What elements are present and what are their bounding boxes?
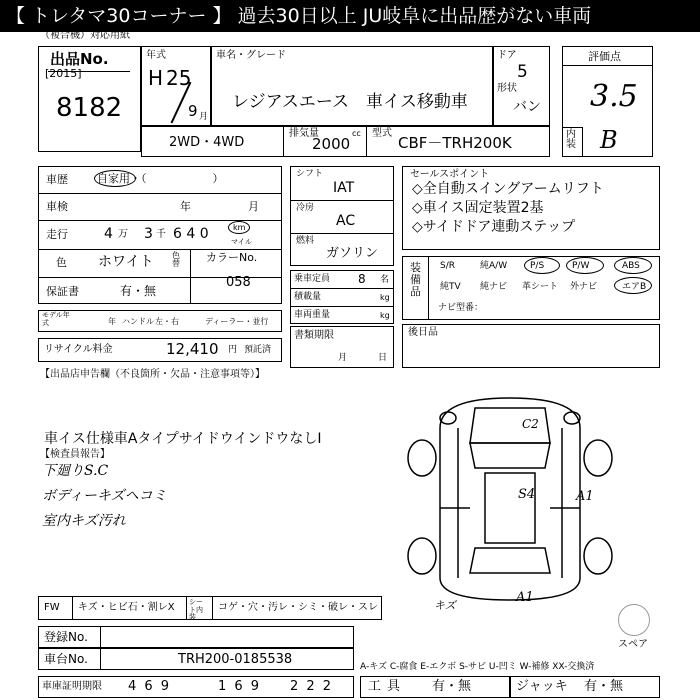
equip-navi: 純ナビ (480, 282, 508, 292)
car-name: レジアスエース 車イス移動車 (232, 92, 468, 112)
equip-ps: P/S (530, 261, 545, 271)
wheel-rear-left (408, 538, 436, 574)
year-value: 25 (166, 66, 192, 90)
chassis-label: 車台No. (44, 652, 88, 666)
wheel-rear-right (584, 538, 612, 574)
car-windshield (470, 443, 550, 468)
dealer-label: ディーラー・並行 (205, 317, 269, 326)
shape-value: バン (513, 99, 541, 115)
equip-abs: ABS (622, 261, 640, 271)
recycle-value: 12,410 (166, 340, 219, 358)
seat-label: シート内装 (189, 598, 203, 622)
fuel-label: 燃料 (296, 236, 315, 246)
cert-date-2: 1 6 9 (218, 679, 262, 694)
equip-tv: 純TV (440, 282, 461, 292)
cert-date-3: 2 2 2 (290, 679, 334, 694)
weight-unit: kg (380, 311, 390, 320)
cert-date-1: 4 6 9 (128, 679, 172, 694)
mileage-label: 走行 (46, 228, 68, 241)
inspection-year: 年 (180, 200, 191, 213)
year-era: H (148, 66, 164, 90)
color-label: 色 (56, 256, 67, 269)
warranty-value: 有・無 (120, 284, 157, 298)
sales-item-3: ◇サイドドア連動ステップ (412, 219, 576, 235)
car-rear-window (470, 548, 550, 573)
weight-label: 車両重量 (294, 310, 331, 320)
model-value: CBF－TRH200K (398, 134, 512, 152)
cut-top-text: （複合機）対応用紙 (40, 30, 130, 41)
capacity-value: 8 (358, 272, 366, 286)
displacement-unit: cc (352, 129, 361, 138)
fw-label: FW (44, 602, 60, 613)
jack-label: ジャッキ (516, 679, 568, 694)
sales-item-1: ◇全自動スイングアームリフト (412, 181, 604, 197)
post-box (402, 324, 660, 368)
unit-mile: マイル (231, 238, 252, 246)
score-label: 評価点 (588, 50, 621, 63)
interior-label: 内装 (566, 129, 576, 150)
equip-leather: 革シート (522, 282, 559, 292)
aircon-value: AC (336, 213, 356, 229)
chassis-value: TRH200-0185538 (178, 652, 293, 667)
doc-day: 日 (378, 353, 388, 363)
shape-label: 形状 (497, 83, 517, 94)
lot-number: 8182 (56, 93, 123, 123)
fw-items: キズ・ヒビ石・割レX (78, 602, 175, 613)
color-no-label: カラーNo. (206, 251, 258, 264)
model-label: 型式 (372, 128, 392, 139)
warranty-label: 保証書 (46, 285, 79, 298)
model-year-label: モデル年式 (42, 311, 70, 327)
mileage-rest: 6 4 0 (173, 226, 209, 242)
inspection-label: 車検 (46, 200, 68, 213)
handle-value: 左・右 (155, 317, 179, 326)
month-unit: 月 (199, 112, 209, 122)
cert-label: 車庫証明期限 (42, 681, 102, 692)
capacity-label: 乗車定員 (294, 274, 331, 284)
color-value: ホワイト (98, 254, 154, 270)
unit-sen: 千 (156, 229, 166, 240)
doc-label: 書類期限 (294, 330, 334, 341)
handle-label: ハンドル (122, 317, 154, 326)
unit-man: 万 (118, 229, 128, 240)
lot-tag: [2015] (45, 67, 82, 80)
history-label: 車歴 (46, 173, 68, 186)
banner-text: 【 トレタマ30コーナー 】 過去30日以上 JU岐阜に出品歴がない車両 (6, 5, 592, 27)
history-value: 自家用・（ ） (97, 172, 224, 185)
door-label: ドア (497, 50, 517, 61)
mark-a1-rear: A1 (516, 590, 534, 605)
shift-value: IAT (333, 180, 355, 196)
month-value: 9 (188, 102, 198, 120)
color-change-label: 色替 (172, 251, 180, 268)
recycle-label: リサイクル料金 (44, 344, 113, 355)
capacity-unit: 名 (380, 275, 390, 285)
recycle-unit: 円 (228, 345, 238, 355)
inspector-note-1: 下廻りS.C (42, 463, 109, 479)
equip-ext-navi: 外ナビ (570, 282, 598, 292)
tools-value: 有・無 (432, 679, 472, 694)
notice-body: 車イス仕様車AタイプサイドウインドウなしⅠ (44, 431, 322, 447)
fuel-value: ガソリン (326, 246, 379, 261)
load-label: 積載量 (294, 292, 322, 302)
load-unit: kg (380, 293, 390, 302)
recycle-note: 預託済 (244, 345, 272, 355)
damage-codes: A-キズ C-腐食 E-エクボ S-サビ U-凹ミ W-補修 XX-交換済 (360, 662, 595, 672)
wheel-front-left (408, 440, 436, 476)
navi-label: ナビ型番： (438, 303, 484, 313)
wheel-front-right (584, 440, 612, 476)
displacement-label: 排気量 (289, 128, 319, 139)
drive-value: 2WD・4WD (169, 135, 245, 150)
notice-title: 【出品店申告欄（不良箇所・欠品・注意事項等）】 (40, 369, 265, 380)
car-body-outline (440, 398, 580, 600)
mark-c2: C2 (522, 417, 539, 431)
spare-label: スペア (618, 639, 648, 650)
equip-sr: S/R (440, 261, 455, 271)
displacement-value: 2000 (312, 135, 351, 153)
color-no-value: 058 (226, 275, 251, 290)
door-value: 5 (517, 62, 528, 82)
mark-a1-right: A1 (576, 489, 594, 504)
mark-s4: S4 (518, 487, 536, 502)
shift-label: シフト (296, 169, 324, 179)
sales-item-2: ◇車イス固定装置2基 (412, 200, 544, 216)
tools-label: 工具 (368, 679, 407, 694)
registration-label: 登録No. (44, 630, 88, 644)
sales-label: セールスポイント (410, 169, 490, 180)
inspector-note-3: 室内キズ汚れ (42, 513, 126, 529)
car-cabin (485, 473, 535, 543)
post-label: 後日品 (408, 327, 438, 338)
mileage-sen: 3 (144, 226, 153, 242)
equip-airbag: エアB (622, 282, 647, 292)
inspection-month: 月 (248, 200, 259, 213)
aircon-label: 冷房 (296, 203, 315, 213)
lot-label: 出品No. (50, 50, 109, 68)
year-unit: 年 (108, 317, 116, 326)
car-name-label: 車名・グレード (216, 50, 286, 61)
score-value: 3.5 (590, 79, 638, 114)
inspector-title: 【検査員報告】 (40, 449, 110, 460)
mileage-man: 4 (104, 226, 113, 242)
equipment-label: 装備品 (410, 261, 421, 299)
unit-km: km (233, 223, 246, 232)
year-label: 年式 (146, 50, 166, 61)
equip-pw: P/W (572, 261, 590, 271)
banner (0, 0, 700, 32)
equip-aw: 純A/W (480, 261, 508, 271)
seat-items: コゲ・穴・汚レ・シミ・破レ・スレ (218, 602, 378, 613)
doc-month: 月 (338, 353, 348, 363)
jack-value: 有・無 (584, 679, 624, 694)
spare-circle (618, 604, 650, 636)
inspector-note-2: ボディーキズヘコミ (42, 488, 167, 504)
interior-value: B (600, 126, 618, 154)
mark-kizu: キズ (434, 599, 456, 612)
